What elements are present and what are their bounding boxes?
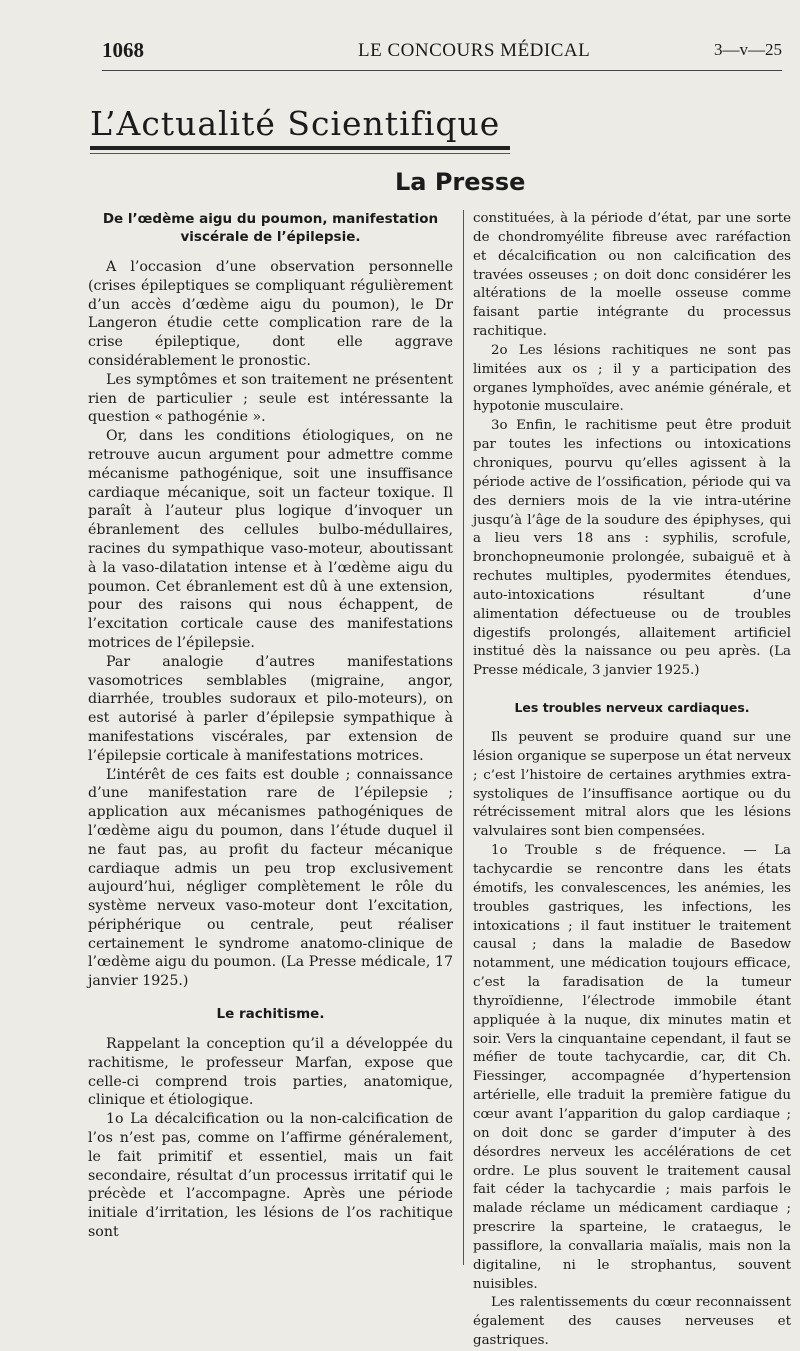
- section-title: L’Actualité Scientifique: [90, 104, 501, 143]
- right-column: [473, 210, 791, 1351]
- paragraph: A l’occasion d’une observation personnelle (crises épileptiques se compliquant régulièrement d’un accès d’œdème aigu du poumon), le Dr Langeron étudie cette complication rare de la crise épileptique, dont elle aggrave considérablement le pronostic.: [88, 259, 453, 369]
- paragraph: Ils peuvent se produire quand sur une lésion organique se superpose un état nerveux ; c’est l’histoire de certaines arythmies extra-systoliques de l’insuffisance aortique ou du rétrécissement mitral alors que les lésions valvulaires sont bien compensées.: [473, 730, 791, 840]
- paragraph: Par analogie d’autres manifestations vasomotrices semblables (migraine, angor, diarrhée, troubles sudoraux et pilo-moteurs), on est autorisé à parler d’épilepsie sympathique à manifestations viscérales, par extension de l’épilepsie corticale à manifestations motrices.: [88, 653, 453, 764]
- running-header: [102, 38, 782, 68]
- paragraph: Les symptômes et son traitement ne présentent rien de particulier ; seule est intéressante la question « pathogénie ».: [88, 371, 453, 426]
- paragraph: 1o Trouble s de fréquence. — La tachycardie se rencontre dans les états émotifs, les convalescences, les anémies, les troubles gastriques, les infections, les intoxications ; il faut instituer le traitement causal ; dans la maladie de Basedow notamment, une médication toujours efficace, c’est la faradisation de la tumeur thyroïdienne, l’électrode immobile étant appliquée à la nuque, dix minutes matin et soir. Vers la cinquantaine cependant, il faut se méfier de toute tachycardie, car, dit Ch. Fiessinger, accompagnée d’hypertension artérielle, elle traduit la première fatigue du cœur avant l’apparition du galop cardiaque ; on doit donc se garder d’imputer à des désordres nerveux les accélérations de cet ordre. Le plus souvent le traitement causal fait céder la tachycardie ; mais parfois le malade réclame un médicament cardiaque ; prescrire la sparteine, le crataegus, le passiflore, la convallaria maïalis, mais non la digitaline, ni le strophantus, souvent nuisibles.: [473, 843, 791, 1292]
- paragraph: constituées, à la période d’état, par une sorte de chondromyélite fibreuse avec raréfaction et décalcification ou non calcification des travées osseuses ; on doit donc considérer les altérations de la moelle osseuse comme faisant partie intégrante du processus rachitique.: [473, 211, 791, 340]
- paragraph: Les ralentissements du cœur reconnaissent également des causes nerveuses et gastriques.: [473, 1295, 791, 1349]
- page-number: 1068: [102, 38, 144, 62]
- paragraph: 2o Les lésions rachitiques ne sont pas limitées aux os ; il y a participation des organes lymphoïdes, avec anémie générale, et hypotonie musculaire.: [473, 342, 791, 415]
- paragraph: 1o La décalcification ou la non-calcification de l’os n’est pas, comme on l’affirme généralement, le fait primitif et essentiel, mais un fait secondaire, résultat d’un processus irritatif qui le précède et l’accompagne. Après une période initiale d’irritation, les lésions de l’os rachitique sont: [88, 1111, 453, 1241]
- article-heading-rachitisme: Le rachitisme.: [216, 1006, 325, 1023]
- article-heading-troubles-nerveux: Les troubles nerveux cardiaques.: [514, 700, 750, 716]
- column-divider: [463, 210, 464, 1265]
- paragraph: 3o Enfin, le rachitisme peut être produit par toutes les infections ou intoxications chroniques, pourvu qu’elles agissent à la période active de l’ossification, période qui va des derniers mois de la vie intra-utérine jusqu’à l’âge de la soudure des épiphyses, qui a lieu vers 18 ans : syphilis, scrofule, bronchopneumonie prolongée, subaiguë et à rechutes multiples, pyodermites étendues, auto-intoxications résultant d’une alimentation défectueuse ou de troubles digestifs prolongés, allaitement artificiel institué dès la naissance ou peu après. (La Presse médicale, 3 janvier 1925.): [473, 418, 791, 679]
- journal-title: LE CONCOURS MÉDICAL: [358, 40, 591, 61]
- left-column: [88, 210, 453, 1242]
- paragraph: L’intérêt de ces faits est double ; connaissance d’une manifestation rare de l’épilepsie ; application aux mécanismes pathogéniques de l’œdème aigu du poumon, dans l’étude duquel il ne faut pas, au profit du facteur mécanique cardiaque admis un peu trop exclusivement aujourd’hui, négliger complètement le rôle du système nerveux vaso-moteur dont l’excitation, périphérique ou centrale, peut réaliser certainement le syndrome anatomo-clinique de l’œdème aigu du poumon. (La Presse médicale, 17 janvier 1925.): [88, 766, 453, 990]
- paragraph: Rappelant la conception qu’il a développée du rachitisme, le professeur Marfan, expose que celle-ci comprend trois parties, anatomique, clinique et étiologique.: [88, 1036, 453, 1109]
- header-rule: [102, 70, 782, 71]
- paragraph: Or, dans les conditions étiologiques, on ne retrouve aucun argument pour admettre comme mécanisme pathogénique, soit une insuffisance cardiaque mécanique, soit un facteur toxique. Il paraît à l’auteur plus logique d’invoquer un ébranlement des cellules bulbo-médullaires, racines du sympathique vaso-moteur, aboutissant à la vaso-dilatation intense et à l’œdème aigu du poumon. Cet ébranlement est dû à une extension, pour des raisons qui nous échappent, de l’excitation corticale cause des manifestations motrices de l’épilepsie.: [88, 428, 453, 651]
- rubric-title: La Presse: [395, 168, 526, 196]
- title-rule-thin: [90, 153, 510, 154]
- issue-date: 3—v—25: [714, 40, 782, 59]
- title-rule-thick: [90, 146, 510, 150]
- article-heading-oedeme: De l’œdème aigu du poumon, manifestation viscérale de l’épilepsie.: [102, 211, 439, 245]
